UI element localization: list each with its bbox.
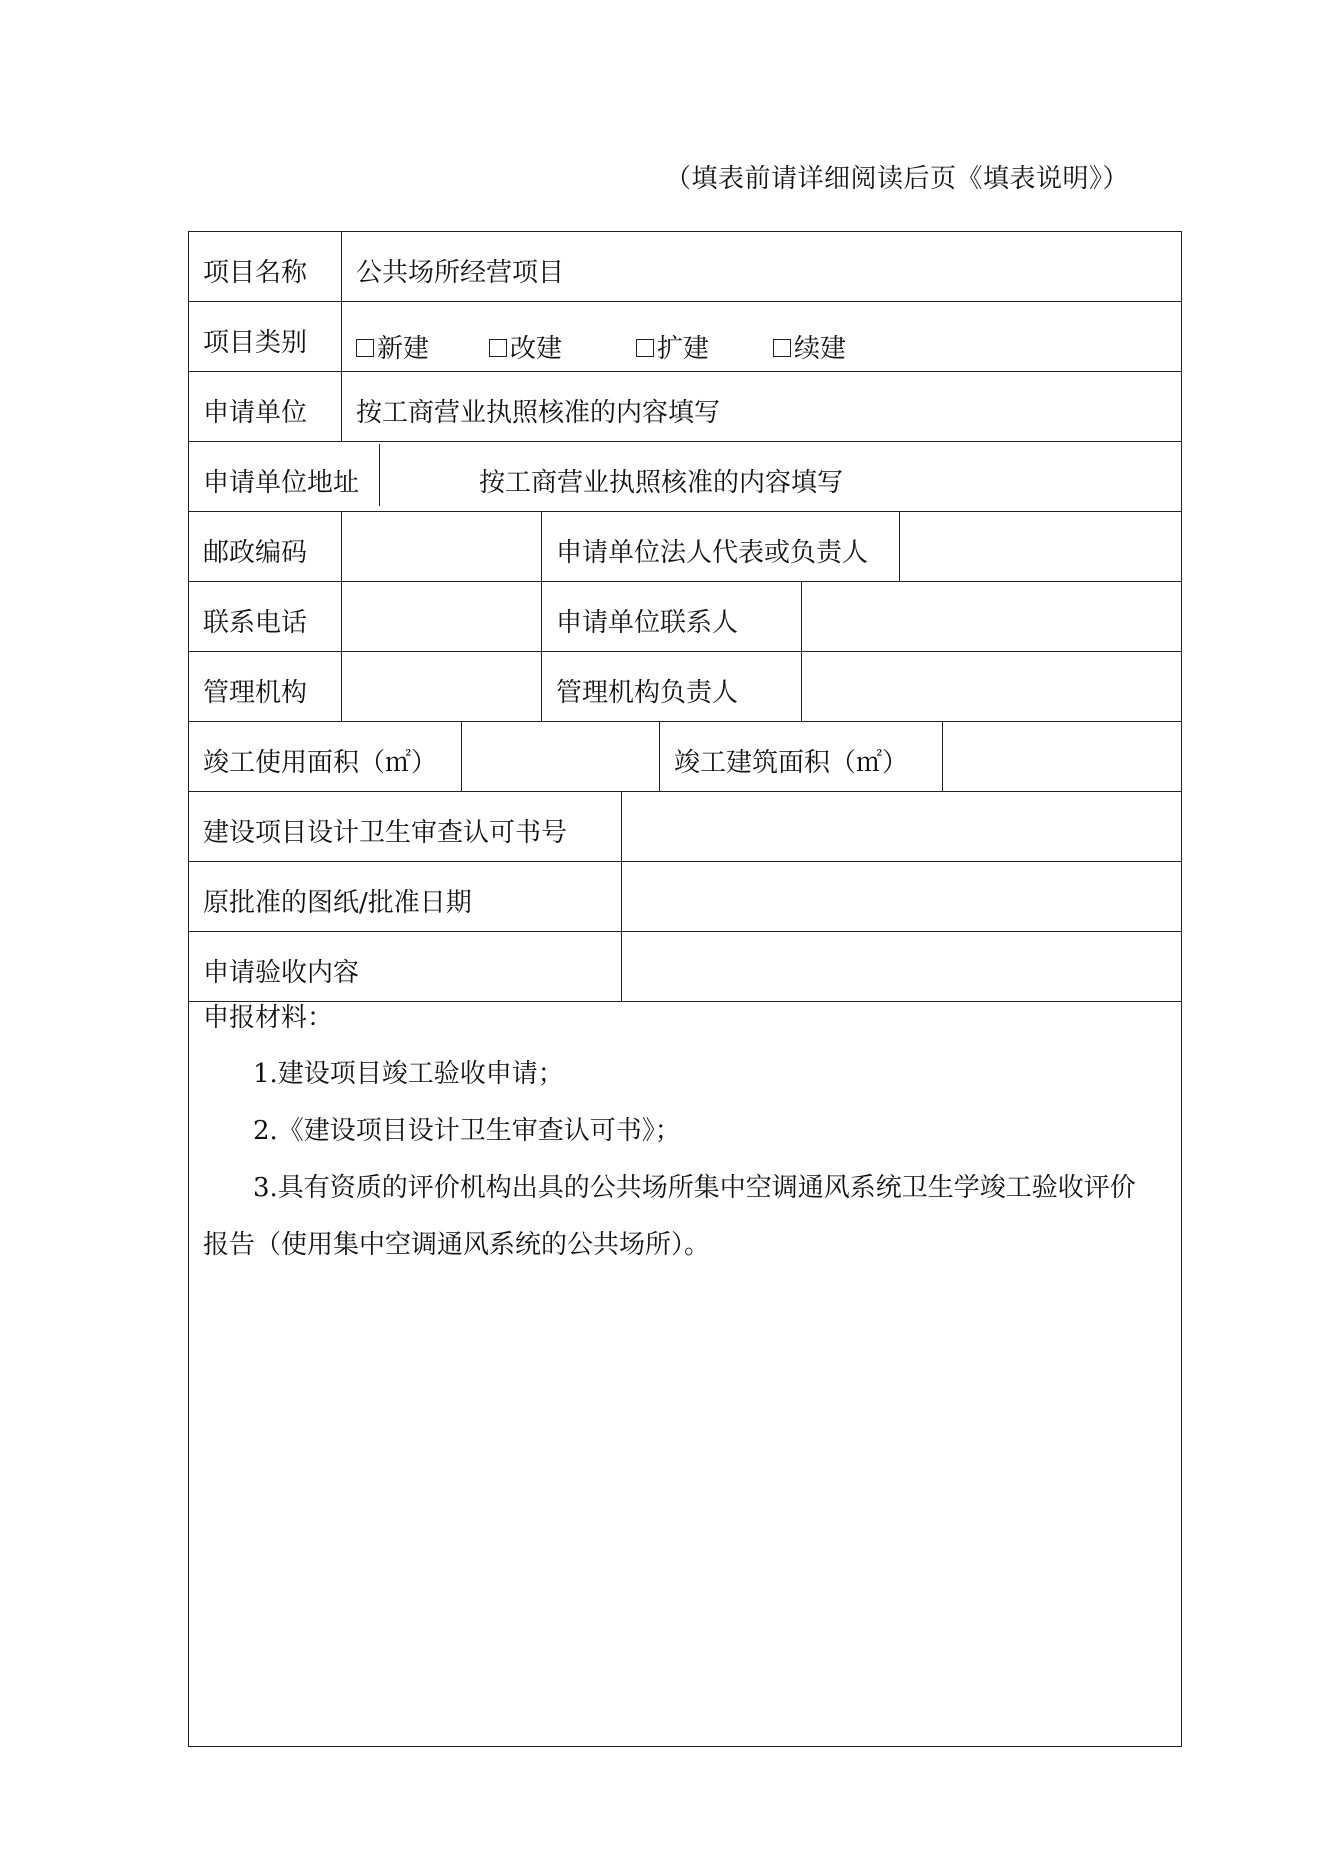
- row-project-name: [189, 232, 1181, 302]
- management-head-label: 管理机构负责人: [541, 652, 801, 721]
- option-new-build[interactable]: [356, 328, 429, 365]
- legal-rep-value[interactable]: [899, 512, 1181, 581]
- legal-rep-label: 申请单位法人代表或负责人: [541, 512, 899, 581]
- option-rebuild[interactable]: [489, 328, 562, 365]
- row-areas: [189, 722, 1181, 792]
- project-name-value[interactable]: 公共场所经营项目: [341, 232, 1181, 301]
- management-org-value[interactable]: [341, 652, 541, 721]
- project-type-options: [341, 302, 1181, 371]
- phone-value[interactable]: [341, 582, 541, 651]
- row-phone-contact: [189, 582, 1181, 652]
- option-continued[interactable]: [773, 328, 846, 365]
- row-postal-legal: [189, 512, 1181, 582]
- project-name-label: 项目名称: [203, 258, 308, 288]
- row-drawings-date: [189, 862, 1181, 932]
- applicant-value[interactable]: 按工商营业执照核准的内容填写: [341, 372, 1181, 441]
- row-project-type: [189, 302, 1181, 372]
- usable-area-label: 竣工使用面积（㎡）: [203, 748, 438, 778]
- checkbox-expansion[interactable]: [636, 339, 654, 357]
- management-org-label: 管理机构: [203, 678, 308, 708]
- address-divider: [379, 444, 380, 506]
- acceptance-content-value[interactable]: [621, 932, 1181, 1001]
- project-type-label: 项目类别: [203, 328, 308, 358]
- contact-label: 申请单位联系人: [541, 582, 801, 651]
- option-expansion[interactable]: [636, 328, 709, 365]
- materials-item-1: 1.建设项目竣工验收申请；: [253, 1059, 564, 1089]
- option-rebuild-label: 改建: [510, 334, 563, 364]
- option-continued-label: 续建: [794, 334, 847, 364]
- row-applicant-address: [189, 442, 1181, 512]
- checkbox-continued[interactable]: [773, 339, 791, 357]
- building-area-value[interactable]: [942, 722, 1181, 791]
- building-area-label: 竣工建筑面积（㎡）: [659, 722, 942, 791]
- usable-area-value[interactable]: [461, 722, 659, 791]
- checkbox-rebuild[interactable]: [489, 339, 507, 357]
- acceptance-content-label: 申请验收内容: [203, 958, 360, 988]
- acceptance-application-form: [188, 231, 1182, 1747]
- option-new-build-label: 新建: [377, 334, 430, 364]
- postal-code-label: 邮政编码: [203, 538, 308, 568]
- fill-instructions-note: （填表前请详细阅读后页《填表说明》）: [665, 164, 1130, 194]
- postal-code-value[interactable]: [341, 512, 541, 581]
- materials-title: 申报材料：: [203, 1003, 334, 1033]
- applicant-address-value[interactable]: 按工商营业执照核准的内容填写: [479, 468, 844, 498]
- applicant-address-label: 申请单位地址: [203, 468, 360, 498]
- checkbox-new-build[interactable]: [356, 339, 374, 357]
- management-head-value[interactable]: [801, 652, 1181, 721]
- phone-label: 联系电话: [203, 608, 308, 638]
- option-expansion-label: 扩建: [657, 334, 710, 364]
- materials-item-2: 2.《建设项目设计卫生审查认可书》；: [253, 1116, 681, 1146]
- contact-value[interactable]: [801, 582, 1181, 651]
- row-permit-no: [189, 792, 1181, 862]
- drawings-date-value[interactable]: [621, 862, 1181, 931]
- permit-no-value[interactable]: [621, 792, 1181, 861]
- materials-item-3-line-2: 报告（使用集中空调通风系统的公共场所）。: [203, 1230, 711, 1260]
- row-acceptance-content: [189, 932, 1181, 1002]
- drawings-date-label: 原批准的图纸/批准日期: [203, 888, 472, 918]
- applicant-label: 申请单位: [203, 398, 308, 428]
- row-applicant: [189, 372, 1181, 442]
- permit-no-label: 建设项目设计卫生审查认可书号: [203, 818, 568, 848]
- materials-item-3-line-1: 3.具有资质的评价机构出具的公共场所集中空调通风系统卫生学竣工验收评价: [253, 1173, 1136, 1203]
- row-management: [189, 652, 1181, 722]
